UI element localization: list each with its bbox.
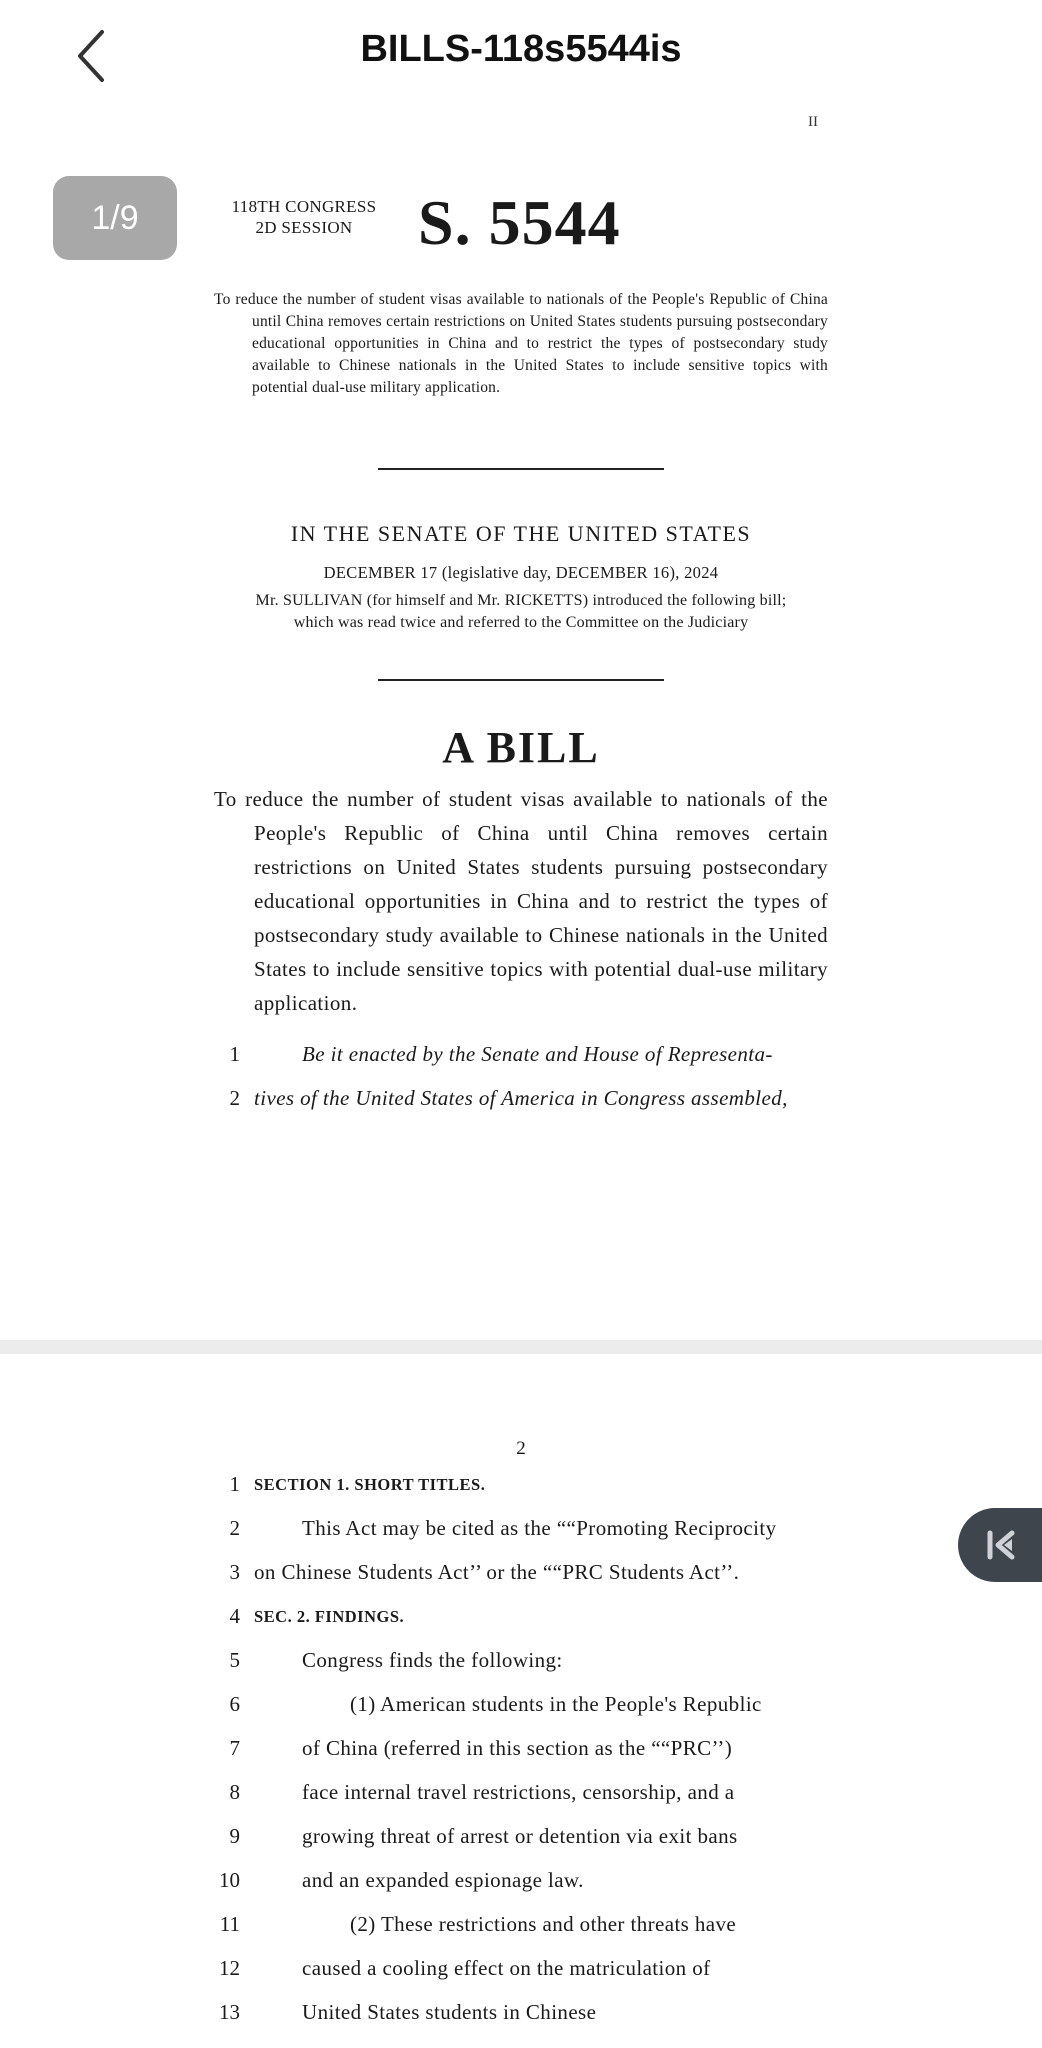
bill-line [0,1516,1042,1560]
line-number: 12 [219,1956,240,1980]
line-text: Congress finds the following: [302,1648,563,1672]
bill-summary: To reduce the number of student visas available to nationals of the People's Republic of China until China removes certain restrictions on United States students pursuing postsecondary educational opportunities in China and to restrict the types of postsecondary study available to Chinese nationals in the United States to include sensitive topics with potential dual-use military application. [214,787,828,1015]
section-heading: SEC. 2. FINDINGS. [254,1607,405,1626]
line-text: (1) American students in the People's Republic [350,1692,762,1716]
page-mark: II [808,114,818,130]
intro-line: which was read twice and referred to the Committee on the Judiciary [293,614,749,631]
line-number: 10 [219,1868,240,1892]
bill-line [0,1086,1042,1130]
line-number: 13 [219,2000,240,2024]
page-separator [0,1340,1042,1354]
congress-session [214,196,394,238]
line-text: Be it enacted by the Senate and House of Representa- [302,1042,773,1066]
line-number: 5 [229,1648,240,1672]
document-title: BILLS-118s5544is [360,28,682,70]
bill-line [0,1604,1042,1648]
line-number: 8 [229,1780,240,1804]
bill-line [0,1912,1042,1956]
date-line: DECEMBER 17 (legislative day, DECEMBER 16), 2024 [323,563,719,582]
line-number: 1 [229,1472,240,1496]
kk-logo-icon [982,1525,1022,1565]
line-text: caused a cooling effect on the matriculation of [302,1956,711,1980]
line-text: United States students in Chinese [302,2000,597,2024]
line-text: tives of the United States of America in Congress assembled, [254,1086,788,1110]
bill-summary-small: To reduce the number of student visas available to nationals of the People's Republic of China until China removes certain restrictions on United States students pursuing postsecondary educational opportunities in China and to restrict the types of postsecondary study available to Chinese nationals in the United States to include sensitive topics with potential dual-use military application. [214,291,828,396]
line-text: This Act may be cited as the ““Promoting Reciprocity [302,1516,777,1540]
line-text: (2) These restrictions and other threats have [350,1912,737,1936]
line-number: 2 [229,1086,240,1110]
line-number: 11 [219,1912,240,1936]
divider [378,468,664,470]
section-heading: SECTION 1. SHORT TITLES. [254,1475,486,1494]
bill-line [0,1692,1042,1736]
bill-line [0,1824,1042,1868]
bill-line [0,1560,1042,1604]
line-text: of China (referred in this section as the ““PRC’’) [302,1736,733,1760]
bill-line [0,2000,1042,2044]
line-number: 4 [229,1604,240,1628]
line-number: 9 [229,1824,240,1848]
line-text: on Chinese Students Act’’ or the ““PRC Students Act’’. [254,1560,740,1584]
page-number: 2 [516,1438,526,1459]
floating-app-button[interactable] [958,1508,1042,1582]
line-number: 3 [229,1560,240,1584]
line-number: 1 [229,1042,240,1066]
bill-line [0,1868,1042,1912]
line-number: 2 [229,1516,240,1540]
line-text: and an expanded espionage law. [302,1868,584,1892]
divider [378,679,664,681]
line-number: 7 [229,1736,240,1760]
line-number: 6 [229,1692,240,1716]
intro-line: Mr. SULLIVAN (for himself and Mr. RICKETTS) introduced the following bill; [255,592,787,609]
senate-heading: IN THE SENATE OF THE UNITED STATES [290,521,752,546]
bill-line [0,1042,1042,1086]
bill-line [0,1472,1042,1516]
line-text: growing threat of arrest or detention via exit bans [302,1824,738,1848]
bill-line [0,1736,1042,1780]
page-indicator: 1/9 [53,176,177,260]
session-line: 2D SESSION [255,218,353,237]
bill-line [0,1780,1042,1824]
introduction-text [214,590,828,634]
bill-line [0,1956,1042,2000]
bill-number: S. 5544 [418,187,621,258]
bill-line [0,1648,1042,1692]
line-text: face internal travel restrictions, censorship, and a [302,1780,735,1804]
top-bar [0,0,1042,120]
a-bill-heading: A BILL [442,723,600,772]
congress-line: 118TH CONGRESS [231,197,377,216]
